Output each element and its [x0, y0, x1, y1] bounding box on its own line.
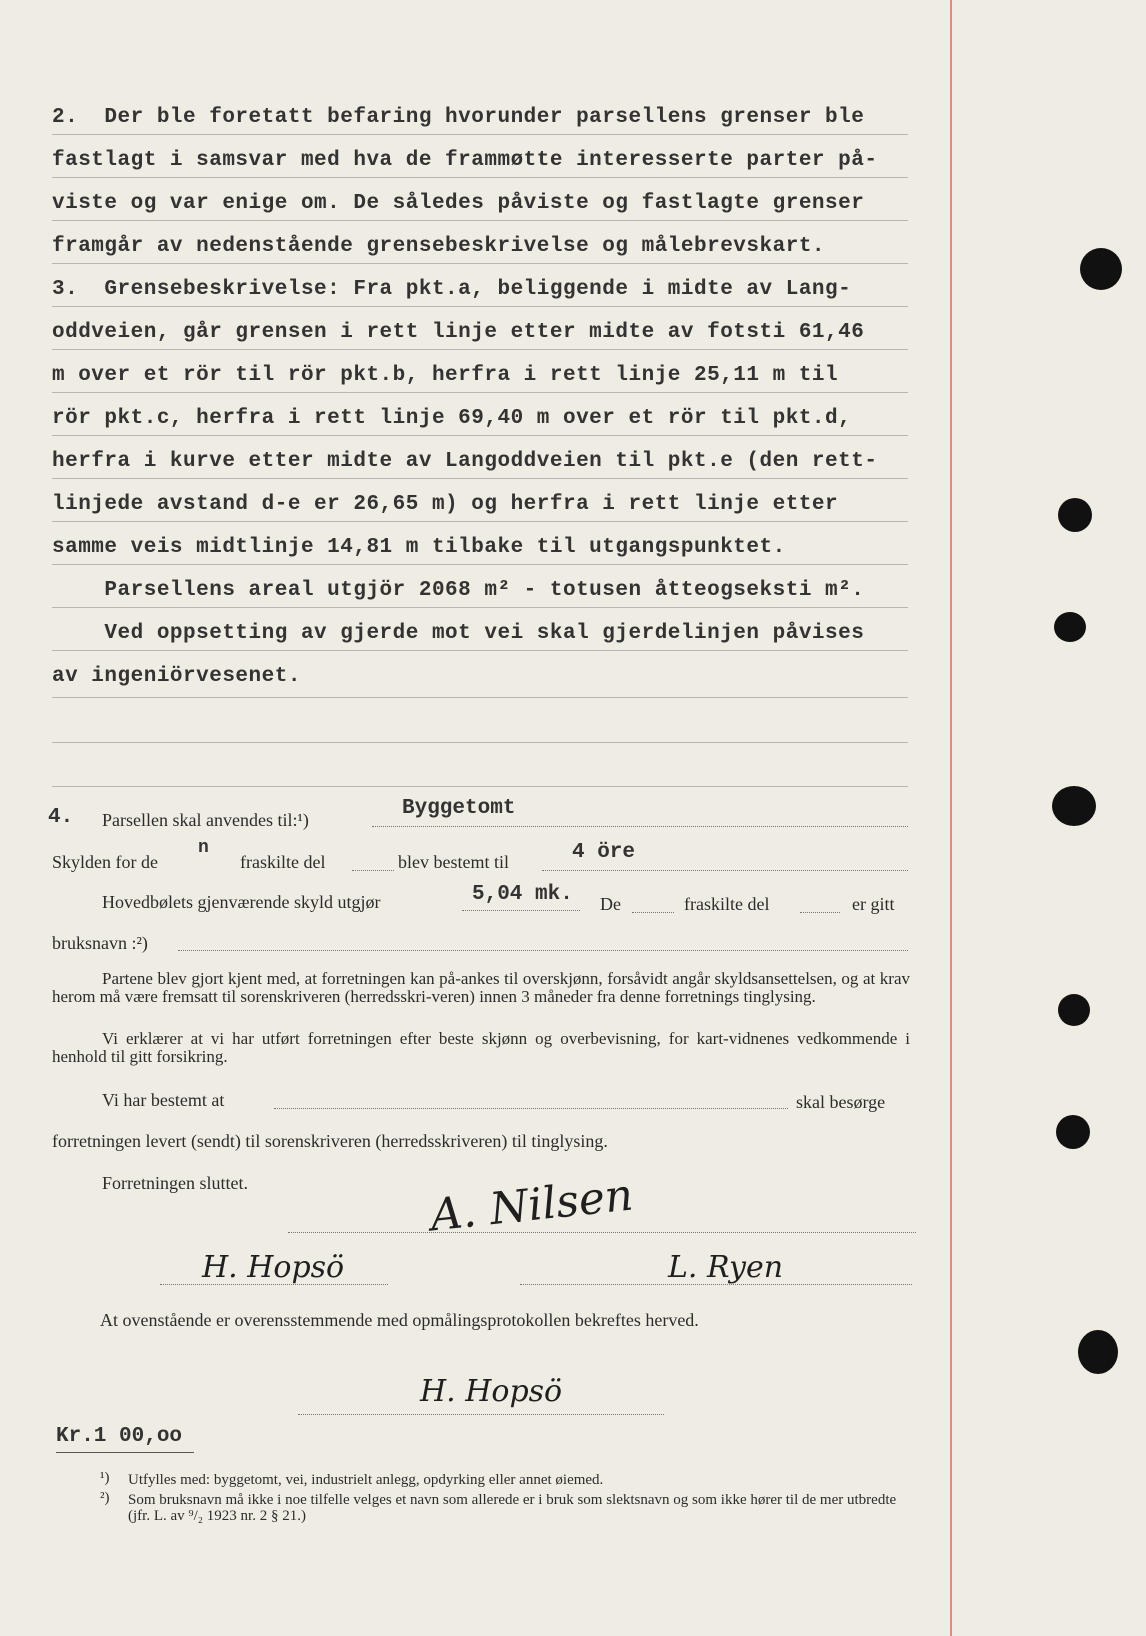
footnote-mark: ²): [100, 1490, 110, 1506]
arrange-label: skal besørge: [796, 1092, 886, 1112]
tax-label: Skylden for de: [52, 852, 158, 872]
typed-line: fastlagt i samsvar med hva de frammøtte interesserte parter på-: [52, 149, 878, 172]
rule-line: [52, 392, 908, 393]
typed-line: linjede avstand d-e er 26,65 m) og herfra i rett linje etter: [52, 493, 839, 516]
rule-line: [52, 435, 908, 436]
rule-line: [52, 263, 908, 264]
confirmation-text: At ovenstående er overensstemmende med opmålingsprotokollen bekreftes herved.: [100, 1310, 699, 1330]
rule-line: [52, 521, 908, 522]
bottom-signature: H. Hopsö: [420, 1374, 563, 1409]
fixed-to-label: blev bestemt til: [398, 852, 509, 872]
rule-line: [52, 607, 908, 608]
closed-text: Forretningen sluttet.: [102, 1173, 248, 1193]
de-label: De: [600, 894, 621, 914]
fee-amount: Kr.1 00,oo: [56, 1425, 183, 1448]
typed-line: 2. Der ble foretatt befaring hvorunder parsellens grenser ble: [52, 106, 865, 129]
footnote-mark: ¹): [100, 1470, 110, 1486]
binder-hole: [1078, 1330, 1118, 1374]
binder-hole: [1058, 498, 1092, 532]
rule-line: [52, 220, 908, 221]
fee-underline: [56, 1452, 194, 1453]
delivery-text: forretningen levert (sendt) til sorenskriveren (herredsskriveren) til tinglysing.: [52, 1131, 608, 1151]
binder-hole: [1080, 248, 1122, 290]
rule-line: [52, 349, 908, 350]
main-signature: A. Nilsen: [427, 1169, 636, 1242]
tax-dotted-line: [542, 870, 908, 871]
footnote-2: Som bruksnavn må ikke i noe tilfelle velges et navn som allerede er i bruk som slektsnavn og som ikke hører til de mer utbredte (jfr. L. av ⁹/₂ 1923 nr. 2 § 21.): [128, 1492, 897, 1524]
signature-line: [298, 1414, 664, 1415]
dotted-line: [632, 912, 674, 913]
use-name-dotted-line: [178, 950, 908, 951]
typed-line: av ingeniörvesenet.: [52, 665, 301, 688]
section-number: 4.: [48, 806, 74, 829]
declaration-text: Vi erklærer at vi har utført forretningen efter beste skjønn og overbevisning, for kart-vidnenes vedkommende i henhold til gitt forsikring.: [52, 1029, 910, 1066]
right-signature: L. Ryen: [668, 1250, 784, 1285]
usage-label: Parsellen skal anvendes til:¹): [102, 810, 309, 830]
typed-line: samme veis midtlinje 14,81 m tilbake til utgangspunktet.: [52, 536, 786, 559]
typed-line: m over et rör til rör pkt.b, herfra i rett linje 25,11 m til: [52, 364, 839, 387]
remaining-tax-label: Hovedbølets gjenværende skyld utgjør: [102, 892, 381, 912]
typed-line: herfra i kurve etter midte av Langoddveien til pkt.e (den rett-: [52, 450, 878, 473]
typed-line: oddveien, går grensen i rett linje etter midte av fotsti 61,46: [52, 321, 865, 344]
usage-value: Byggetomt: [402, 797, 516, 820]
rule-line: [52, 306, 908, 307]
rule-line: [52, 650, 908, 651]
binder-hole: [1056, 1115, 1090, 1149]
rule-line: [52, 564, 908, 565]
binder-hole: [1054, 612, 1086, 642]
signature-line: [160, 1284, 388, 1285]
rule-line: [52, 478, 908, 479]
rule-line: [52, 742, 908, 743]
typed-line: Parsellens areal utgjör 2068 m² - totusen åtteogseksti m².: [52, 579, 865, 602]
remaining-tax-value: 5,04 mk.: [472, 883, 573, 906]
rule-line: [52, 786, 908, 787]
binder-hole: [1058, 994, 1090, 1026]
dotted-line: [462, 910, 580, 911]
rule-line: [52, 134, 908, 135]
margin-line: [950, 0, 952, 1636]
given-label: er gitt: [852, 894, 895, 914]
rule-line: [52, 177, 908, 178]
use-name-label: bruksnavn :²): [52, 933, 148, 953]
separated-part-label: fraskilte del: [240, 852, 326, 872]
typed-line: Ved oppsetting av gjerde mot vei skal gjerdelinjen påvises: [52, 622, 865, 645]
tax-value: 4 öre: [572, 841, 636, 864]
typed-line: 3. Grensebeskrivelse: Fra pkt.a, beliggende i midte av Lang-: [52, 278, 852, 301]
dotted-line: [352, 870, 394, 871]
typed-line: framgår av nedenstående grensebeskrivelse og målebrevskart.: [52, 235, 826, 258]
usage-dotted-line: [372, 826, 908, 827]
signature-line: [288, 1232, 916, 1233]
left-signature: H. Hopsö: [202, 1250, 345, 1285]
dotted-line: [800, 912, 840, 913]
typed-line: viste og var enige om. De således påviste og fastlagte grenser: [52, 192, 865, 215]
appeal-text: Partene blev gjort kjent med, at forretningen kan på-ankes til overskjønn, forsåvidt angår skyldsansettelsen, og at krav herom må være fremsatt til sorenskriveren (herredsskri-veren) innen 3 måneder fra denne forretnings tinglysing.: [52, 969, 910, 1006]
typed-line: rör pkt.c, herfra i rett linje 69,40 m over et rör til pkt.d,: [52, 407, 852, 430]
rule-line: [52, 697, 908, 698]
tax-suffix: n: [198, 838, 209, 858]
signature-line: [520, 1284, 912, 1285]
decided-label: Vi har bestemt at: [102, 1090, 225, 1110]
separated-part-label: fraskilte del: [684, 894, 770, 914]
binder-hole: [1052, 786, 1096, 826]
dotted-line: [274, 1108, 788, 1109]
footnote-1: Utfylles med: byggetomt, vei, industrielt anlegg, opdyrking eller annet øiemed.: [128, 1472, 604, 1488]
